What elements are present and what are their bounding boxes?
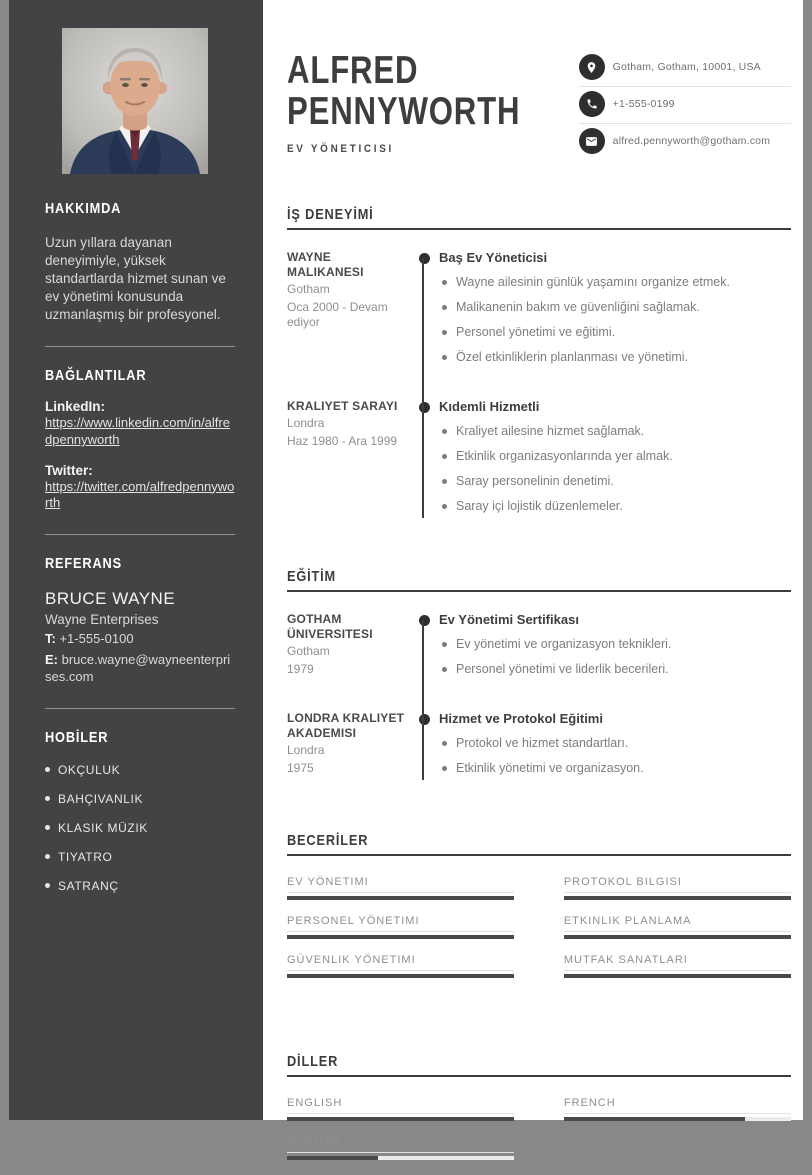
- person-name: [287, 50, 520, 133]
- skill-bar: [564, 896, 791, 900]
- languages-section: [287, 1053, 791, 1175]
- profile-photo-illustration: [62, 28, 208, 174]
- reference-email-label: E:: [45, 651, 58, 667]
- skills-column-left: [287, 876, 514, 993]
- timeline-dot: [419, 402, 430, 413]
- timeline-node: [409, 711, 439, 786]
- location-pin-icon: [579, 54, 605, 80]
- entry-bullets: [439, 275, 791, 364]
- timeline-dot: [419, 714, 430, 725]
- education-section: [287, 568, 791, 786]
- entry-title: Baş Ev Yöneticisi: [439, 250, 548, 265]
- reference-email-row: [45, 652, 235, 686]
- email-icon: [579, 128, 605, 154]
- entry-meta: [287, 711, 409, 786]
- skill-bar-fill: [564, 974, 791, 978]
- reference-company: Wayne Enterprises: [45, 611, 159, 627]
- experience-entry: [287, 399, 791, 524]
- language-item: [287, 1097, 514, 1121]
- skills-column-right: [564, 876, 791, 993]
- hobby-item: KLASIK MÜZIK: [45, 821, 235, 835]
- contact-location-row: [579, 50, 791, 87]
- hobby-item: OKÇULUK: [45, 763, 235, 777]
- reference-section: [45, 555, 235, 686]
- about-text: Uzun yıllara dayanan deneyimiyle, yüksek standartlarda hizmet sunan ve ev yönetimi konusunda uzmanlaşmış bir profesyonel.: [45, 235, 226, 323]
- languages-heading: DİLLER: [287, 1053, 339, 1070]
- language-bar: [287, 1117, 514, 1121]
- entry-meta: [287, 250, 409, 375]
- skill-bar-fill: [564, 896, 791, 900]
- entry-detail: [439, 250, 791, 375]
- entry-title: Ev Yönetimi Sertifikası: [439, 612, 579, 627]
- language-bar: [564, 1117, 791, 1121]
- entry-dates: 1975: [287, 760, 314, 775]
- skill-item: [564, 876, 791, 900]
- skill-bar: [287, 935, 514, 939]
- bullet-item: Wayne ailesinin günlük yaşamını organize etmek.: [439, 275, 791, 289]
- person-job-title: EV YÖNETICISI: [287, 142, 394, 155]
- entry-location: Londra: [287, 416, 325, 430]
- links-heading: BAĞLANTILAR: [45, 367, 147, 385]
- profile-photo: [62, 28, 208, 174]
- header: [287, 50, 791, 160]
- hobby-item: BAHÇIVANLIK: [45, 792, 235, 806]
- skills-grid: [287, 876, 791, 993]
- sidebar-divider: [45, 534, 235, 535]
- section-rule: [287, 1075, 791, 1077]
- phone-icon: [579, 91, 605, 117]
- skill-label: ETKINLIK PLANLAMA: [564, 915, 791, 932]
- language-label: FRENCH: [564, 1097, 791, 1114]
- links-section: [45, 367, 235, 512]
- bullet-item: Personel yönetimi ve liderlik becerileri.: [439, 662, 791, 676]
- language-bar-fill: [287, 1117, 514, 1121]
- reference-email: bruce.wayne@wayneenterprises.com: [45, 651, 231, 684]
- languages-column-left: [287, 1097, 514, 1175]
- education-entry: [287, 612, 791, 687]
- education-entries: [287, 612, 791, 786]
- bullet-item: Saray içi lojistik düzenlemeler.: [439, 499, 791, 513]
- experience-entry: [287, 250, 791, 375]
- entry-company: WAYNE MALIKANESI: [287, 250, 364, 279]
- skill-bar: [287, 974, 514, 978]
- skill-label: PERSONEL YÖNETIMI: [287, 915, 514, 932]
- reference-phone-label: T:: [45, 630, 56, 646]
- hobby-item: SATRANÇ: [45, 879, 235, 893]
- sidebar-divider: [45, 346, 235, 347]
- entry-meta: [287, 399, 409, 524]
- entry-bullets: [439, 637, 791, 676]
- contact-phone: +1-555-0199: [612, 98, 675, 110]
- entry-detail: [439, 711, 791, 786]
- name-block: [287, 50, 579, 155]
- timeline-node: [409, 399, 439, 524]
- skill-label: PROTOKOL BILGISI: [564, 876, 791, 893]
- linkedin-label: LinkedIn:: [45, 399, 105, 415]
- bullet-item: Etkinlik yönetimi ve organizasyon.: [439, 761, 791, 775]
- reference-phone-row: [45, 631, 235, 648]
- entry-title: Hizmet ve Protokol Eğitimi: [439, 711, 603, 726]
- skill-bar: [287, 896, 514, 900]
- about-section: [45, 200, 235, 324]
- section-rule: [287, 854, 791, 856]
- education-heading: EĞİTİM: [287, 568, 337, 585]
- skill-item: [287, 954, 514, 978]
- skill-bar-fill: [287, 935, 514, 939]
- timeline-dot: [419, 615, 430, 626]
- section-rule: [287, 228, 791, 230]
- skill-bar-fill: [287, 974, 514, 978]
- bullet-item: Ev yönetimi ve organizasyon teknikleri.: [439, 637, 791, 651]
- language-bar: [287, 1156, 514, 1160]
- skill-label: GÜVENLIK YÖNETIMI: [287, 954, 514, 971]
- entry-school: GOTHAM ÜNIVERSITESI: [287, 612, 373, 641]
- entry-dates: Haz 1980 - Ara 1999: [287, 433, 398, 448]
- bullet-item: Personel yönetimi ve eğitimi.: [439, 325, 791, 339]
- skill-label: EV YÖNETIMI: [287, 876, 514, 893]
- about-heading: HAKKIMDA: [45, 200, 122, 217]
- entry-title: Kıdemli Hizmetli: [439, 399, 540, 414]
- entry-location: Londra: [287, 743, 325, 757]
- hobby-item: TIYATRO: [45, 850, 235, 864]
- skill-bar-fill: [287, 896, 514, 900]
- entry-bullets: [439, 424, 791, 513]
- reference-name: BRUCE WAYNE: [45, 588, 176, 608]
- bullet-item: Etkinlik organizasyonlarında yer almak.: [439, 449, 791, 463]
- entry-dates: Oca 2000 - Devam ediyor: [287, 299, 388, 330]
- hobbies-section: [45, 729, 235, 893]
- skill-item: [287, 915, 514, 939]
- resume-page: [9, 0, 803, 1148]
- reference-heading: REFERANS: [45, 554, 122, 572]
- section-rule: [287, 590, 791, 592]
- person-name-line2: PENNYWORTH: [287, 90, 521, 134]
- hobby-list: [45, 763, 235, 893]
- languages-column-right: [564, 1097, 791, 1175]
- entry-detail: [439, 612, 791, 687]
- skill-item: [564, 915, 791, 939]
- bullet-item: Protokol ve hizmet standartları.: [439, 736, 791, 750]
- language-bar-fill: [287, 1156, 378, 1160]
- skill-item: [564, 954, 791, 978]
- bullet-item: Kraliyet ailesine hizmet sağlamak.: [439, 424, 791, 438]
- skill-bar: [564, 974, 791, 978]
- skill-bar: [564, 935, 791, 939]
- twitter-link[interactable]: https://twitter.com/alfredpennyworth: [45, 478, 235, 511]
- timeline-node: [409, 250, 439, 375]
- bullet-item: Malikanenin bakım ve güvenliğini sağlamak.: [439, 300, 791, 314]
- contact-location: Gotham, Gotham, 10001, USA: [612, 61, 761, 73]
- link-item-twitter: [45, 463, 235, 512]
- skill-bar-fill: [564, 935, 791, 939]
- entry-school: LONDRA KRALIYET AKADEMISI: [287, 711, 405, 740]
- hobbies-heading: HOBİLER: [45, 728, 109, 746]
- contact-phone-row: [579, 87, 791, 124]
- entry-location: Gotham: [287, 282, 330, 296]
- skill-label: MUTFAK SANATLARI: [564, 954, 791, 971]
- entry-location: Gotham: [287, 644, 330, 658]
- contact-email: alfred.pennyworth@gotham.com: [612, 135, 771, 147]
- experience-entries: [287, 250, 791, 524]
- timeline-dot: [419, 253, 430, 264]
- language-bar-fill: [564, 1117, 745, 1121]
- timeline-node: [409, 612, 439, 687]
- skills-section: [287, 832, 791, 993]
- contact-email-row: [579, 124, 791, 160]
- language-item: [564, 1097, 791, 1121]
- sidebar: [9, 0, 263, 1120]
- sidebar-divider: [45, 708, 235, 709]
- skill-item: [287, 876, 514, 900]
- link-item-linkedin: [45, 399, 235, 448]
- language-label: GERMAN: [287, 1136, 514, 1153]
- language-label: ENGLISH: [287, 1097, 514, 1114]
- bullet-item: Özel etkinliklerin planlanması ve yönetimi.: [439, 350, 791, 364]
- skills-heading: BECERİLER: [287, 832, 369, 849]
- entry-company: KRALIYET SARAYI: [287, 399, 398, 413]
- bullet-item: Saray personelinin denetimi.: [439, 474, 791, 488]
- twitter-label: Twitter:: [45, 462, 93, 478]
- education-entry: [287, 711, 791, 786]
- entry-meta: [287, 612, 409, 687]
- language-item: [287, 1136, 514, 1160]
- entry-dates: 1979: [287, 661, 314, 676]
- contact-block: [579, 50, 791, 160]
- experience-heading: İŞ DENEYİMİ: [287, 206, 374, 223]
- entry-bullets: [439, 736, 791, 775]
- experience-section: [287, 206, 791, 524]
- main-content: [263, 0, 812, 1148]
- linkedin-link[interactable]: https://www.linkedin.com/in/alfredpennyworth: [45, 415, 230, 448]
- entry-detail: [439, 399, 791, 524]
- reference-phone: +1-555-0100: [59, 630, 134, 646]
- person-name-line1: ALFRED: [287, 49, 419, 92]
- languages-grid: [287, 1097, 791, 1175]
